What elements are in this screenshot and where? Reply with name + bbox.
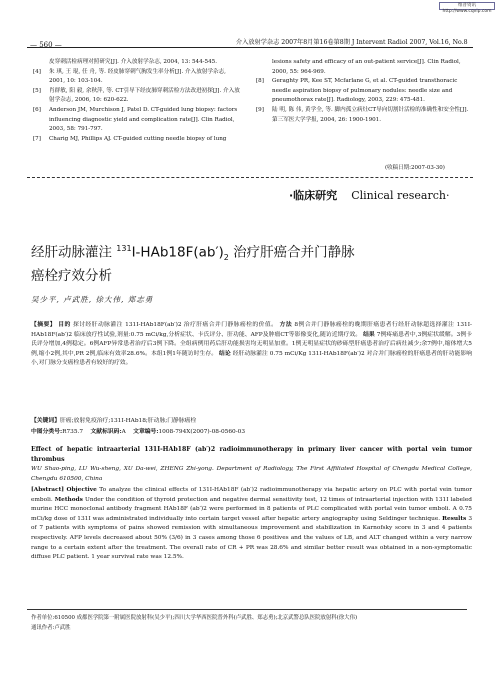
footnote-rule xyxy=(27,609,467,610)
reference-item: [4] 朱 琪, 王 琨, 任 舟, 等. 经皮肺穿刺气胸发生率分析[J]. 介入放射学杂志, 2001, 10: 103-104. xyxy=(33,68,226,85)
reference-item: [8] Geraghty PR, Kee ST, Mcfarlane G, et al. CT-guided transthoracic needle aspiration biopsy of pulmonary nodules: needle size and pneumothorax rate[J]. Radiology, 2003, 229: 475-481. xyxy=(256,78,458,104)
reference-item: [5] 肖群敏, 阳 毅, 余秋萍, 等. CT引导下经皮肺穿刺活检方法改进初探[J]. 介入放射学杂志, 2006, 10: 620-622. xyxy=(33,87,240,104)
column-heading-cn: ·临床研究 xyxy=(289,189,338,202)
watermark-stamp: 维普资讯 http://www.cqvip.com xyxy=(439,2,495,10)
references-right xyxy=(256,58,474,125)
abstract-en: [Abstract] Objective To analyze the clinical effects of 131I-HAb18F (ab′)2 radioimmunotherapy via hepatic artery on PLC with portal vein tumor emboli. Methods Under the condition of thyroid protection and negative dermal sensitivity test, 12 times of intraarterial injection with 131I labeled murine HCC monoclonal antibody fragment HAb18F (ab′)2 were performed in 8 patients of PLC complicated with portal vein tumor emboli. A 0.75 mCi/kg dose of 131I was administrated individually into certain target vessel after hepatic artery angiography using Seldinger technique. Results 3 of 7 patients with symptoms of pains showed remission with simultaneous improvement and stabilization in Karnofsky score in 3 and 4 patients respectively. AFP levels decreased about 50% (3/6) in 3 cases among those 6 positives and the values of LB, and ALT changed within a very narrow range to a certain extent after the treatment. The overall rate of CR + PR was 28.6% and similar better result was obtained in a non-symptomatic diffuse PLC patient. 1 year survival rate was 12.5%. xyxy=(31,487,473,561)
column-heading xyxy=(289,184,449,203)
authors: 吴少平, 卢武胜, 徐大伟, 郑志勇 xyxy=(31,295,154,304)
reference-item: [7] Charig MJ, Phillips AJ. CT-guided cutting needle biopsy of lung xyxy=(33,135,227,142)
references-left xyxy=(33,58,243,144)
keywords: 【关键词】肝癌;放射免疫治疗;131I-HAb18;肝动脉;门静脉癌栓 xyxy=(31,418,197,424)
header-rule xyxy=(27,47,473,48)
column-heading-en: Clinical research· xyxy=(351,189,450,202)
journal-header: 介入放射学杂志 2007年8月第16卷第8期 J Intervent Radiol 2007, Vol.16, No.8 xyxy=(236,39,468,46)
reference-item: [6] Anderson JM, Murchison J, Patel D. CT-guided lung biopsy: factors influencing diagnostic yield and complication rate[J]. Clin Radiol, 2003, 58: 791-797. xyxy=(33,106,238,133)
english-title: Effect of hepatic intraarterial 131I-HAb18F (ab′)2 radioimmunotherapy in primary liver cancer with portal vein tumor thrombus xyxy=(31,446,472,463)
english-byline: WU Shao-ping, LU Wu-sheng, XU Da-wei, ZHENG Zhi-yong. Department of Radiology, The First Affiliated Hospital of Chengdu Medical College, Chengdu 610500, China xyxy=(31,466,472,482)
received-date: (收稿日期:2007-03-30) xyxy=(385,165,445,171)
reference-item: 皮穿刺活检病理对照研究[J]. 介入放射学杂志, 2004, 13: 544-545. xyxy=(49,59,218,65)
reference-item: [9] 陆 明, 陈 伟, 黄学全, 等. 脚内孤立病灶CT导向切割针活检的准确性和安全性[J]. 第三军医大学学报, 2004, 26: 1900-1901. xyxy=(256,106,469,123)
article-title: 经肝动脉灌注 $^{131}I-HAb18F(ab')_2$ 治疗肝癌合并门静脉 癌栓疗效分析 xyxy=(31,244,355,285)
reference-item: lesions safety and efficacy of an out-patient service[J]. Clin Radiol, 2000, 55: 964-969. xyxy=(272,59,461,75)
section-divider xyxy=(27,177,473,178)
page-number: — 560 — xyxy=(30,41,62,49)
abstract-cn: 【摘要】 目的 探讨经肝动脉灌注 131I-HAb18F(ab′)2 治疗肝癌合并门静脉癌栓的价值。 方法 8例合并门静脉癌栓的晚期肝癌患者行经肝动脉超选择灌注 131I-HAb18F(ab′)2 临床放疗性试验,剂量:0.75 mCi/kg,分析症状、卡氏评分、肝功能、AFP及肿瘤CT等影像变化,随访近期疗效。 结果 7例疼痛患者中,3例症状缓解。3例卡氏评分增加,4例稳定。6例AFP异常患者治疗后3例下降。全组病例用药后肝功能损害均无明显加重。1例无明显症状的砂砾型肝癌患者治疗后病灶减少;余7例中,缩体增大5例,缩小2例,其中,PR 2例,临床有效率28.6%。本组1例1年随访时生存。 结论 经肝动脉灌注 0.75 mCi/Kg 131I-HAb18F(ab′)2 对合并门脉癌栓的肝癌患者的肝功能影响小,对门脉分支癌栓患者有较好的疗效。 xyxy=(31,322,473,367)
classification: 中图分类号:R735.7 文献标识码:A 文章编号:1008-794X(2007)-08-0560-03 xyxy=(31,429,246,435)
affiliation-footnote: 作者单位:610500 成都医学院第一附属医院放射科(吴少平);四川大学华西医院普外科(卢武胜、郑志勇);北京武警总队医院放射科(徐大伟) 通讯作者:卢武胜 xyxy=(31,615,358,631)
